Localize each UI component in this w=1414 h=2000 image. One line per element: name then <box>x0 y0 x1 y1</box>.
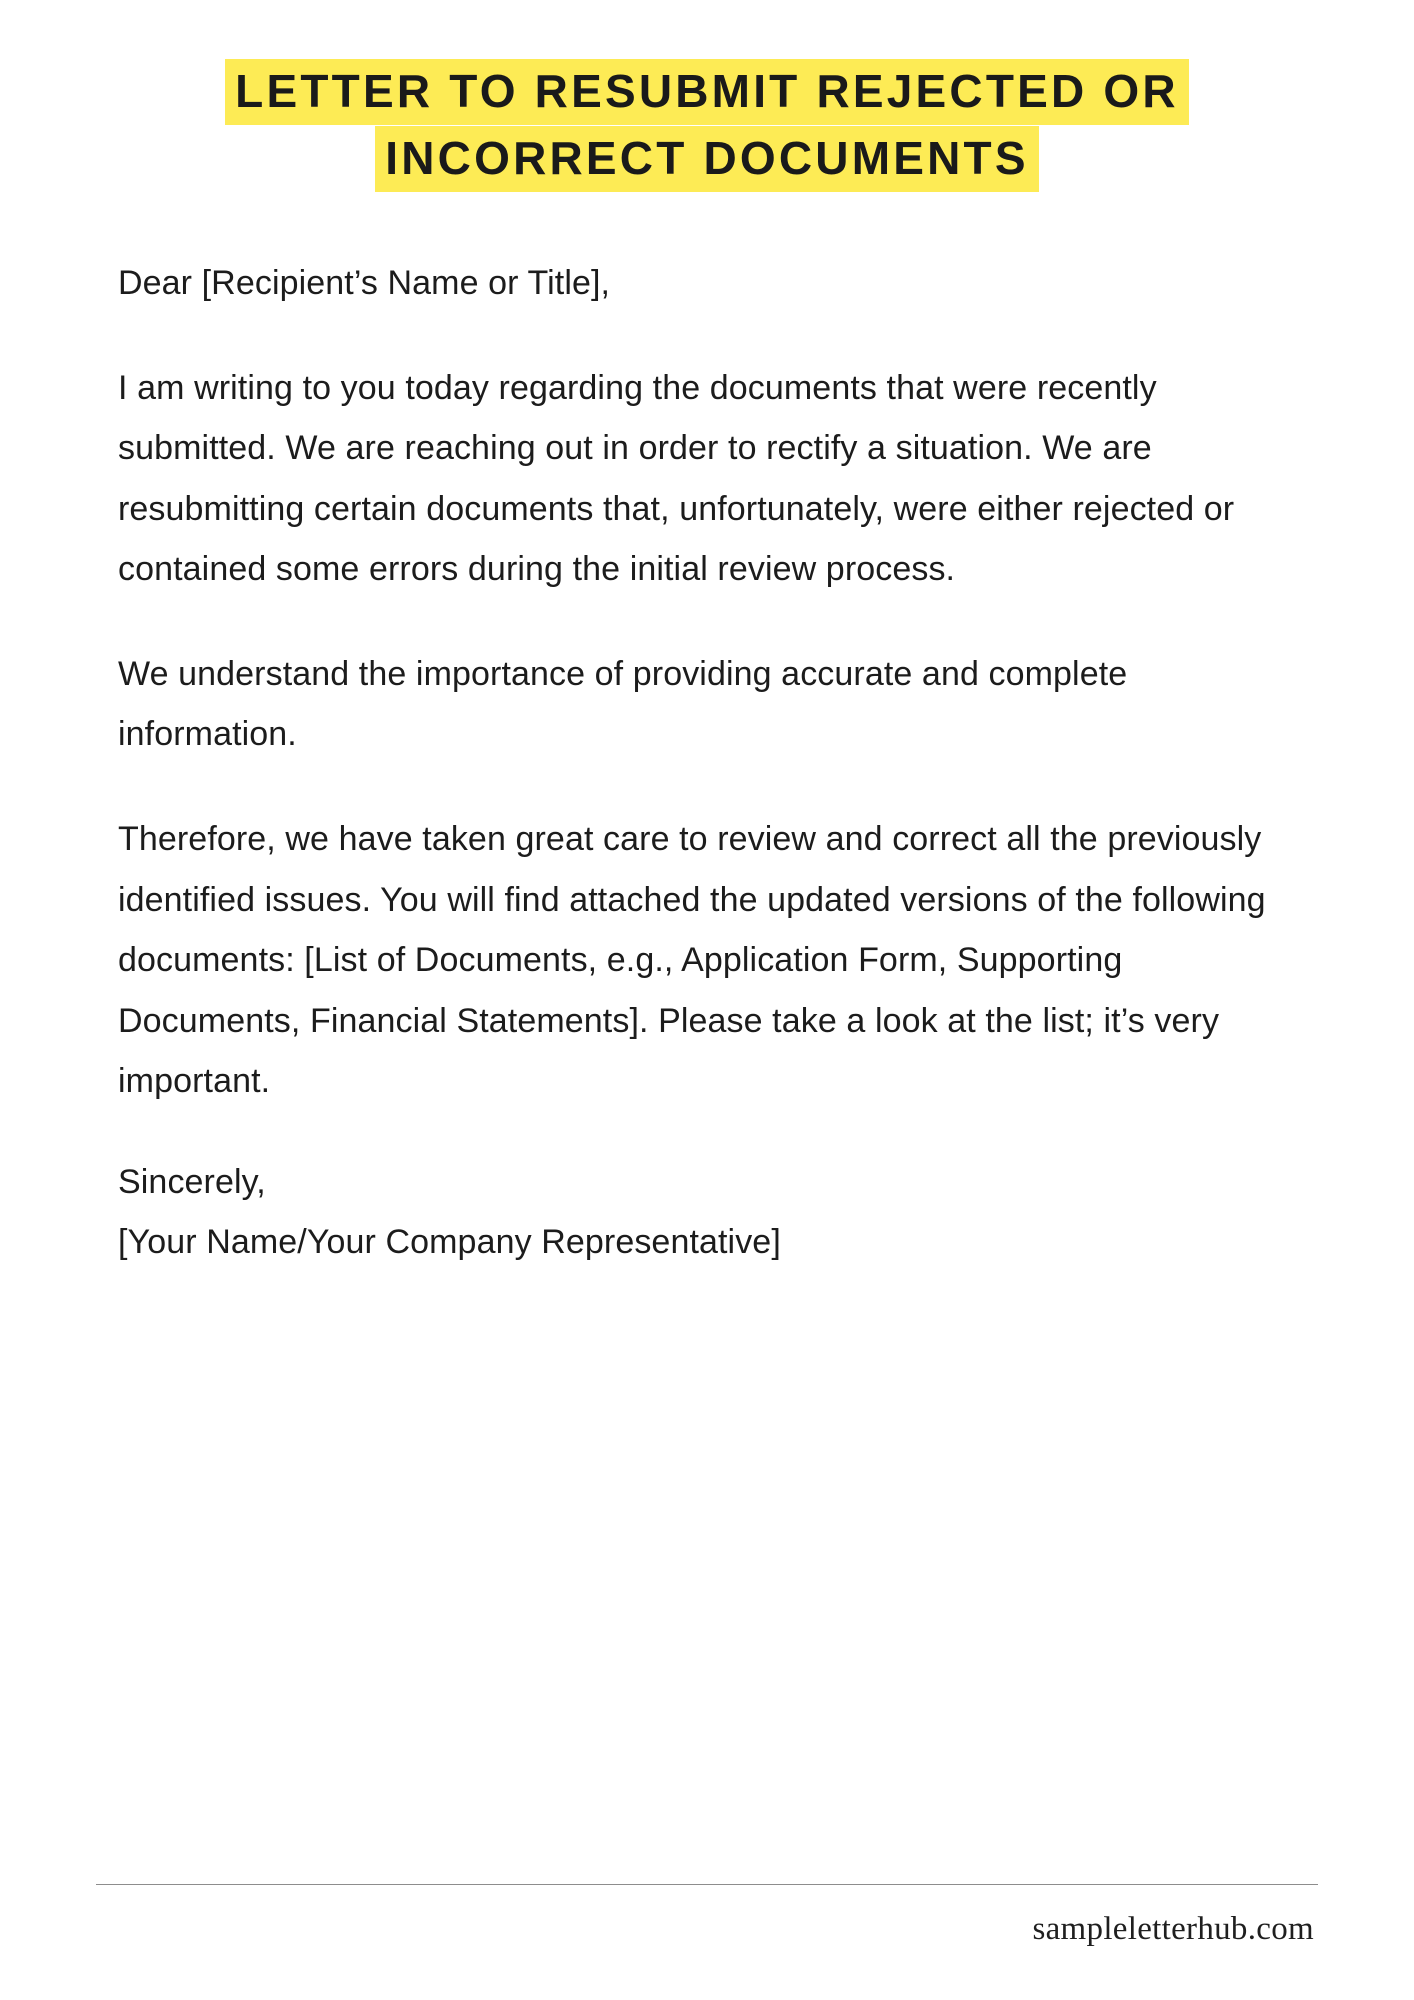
body-paragraph-1: I am writing to you today regarding the documents that were recently submitted. We are reaching out in order to rectify a situation. We are resubmitting certain documents that, unfortunately, were either rejected or contained some errors during the initial review process. <box>118 368 1235 589</box>
page-title <box>0 0 1414 191</box>
letter-body <box>0 253 1414 1272</box>
page-footer <box>96 1884 1318 1948</box>
body-paragraph-2: We understand the importance of providing accurate and complete information. <box>118 654 1128 754</box>
title-line-2 <box>0 125 1414 192</box>
footer-site-url: sampleletterhub.com <box>1032 1911 1314 1947</box>
title-line-1-text: LETTER TO RESUBMIT REJECTED OR <box>225 59 1189 125</box>
body-paragraph-3: Therefore, we have taken great care to review and correct all the previously identified issues. You will find attached the updated versions of the following documents: [List of Documents, e.g., Application Form, Supporting Documents, Financial Statements]. Please take a look at the list; it’s very important. <box>118 819 1266 1101</box>
footer-divider <box>96 1884 1318 1885</box>
salutation: Dear [Recipient’s Name or Title], <box>118 264 611 303</box>
signature-block <box>118 1152 1318 1273</box>
signature-name: [Your Name/Your Company Representative] <box>118 1223 781 1262</box>
title-line-1 <box>0 58 1414 125</box>
title-line-2-text: INCORRECT DOCUMENTS <box>375 126 1038 192</box>
closing-salutation: Sincerely, <box>118 1162 266 1201</box>
